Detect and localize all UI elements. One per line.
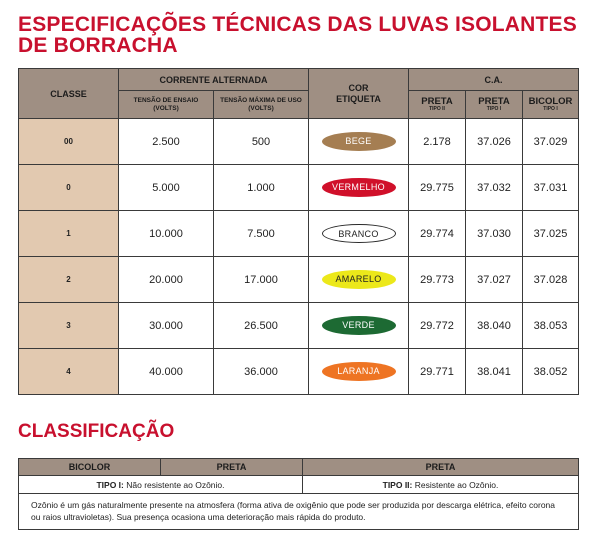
cell-bicolor: 37.025 (523, 211, 579, 257)
cell-etiqueta (309, 211, 409, 257)
table-row (19, 165, 579, 211)
cell-classe: 1 (19, 211, 119, 257)
specifications-table (18, 68, 579, 395)
cell-preta-tipo-ii: 29.775 (409, 165, 466, 211)
label-badge-bege: BEGE (322, 132, 396, 151)
tipo-i-label: TIPO I: (96, 479, 124, 490)
cell-etiqueta (309, 257, 409, 303)
cell-preta-tipo-i: 37.027 (466, 257, 523, 303)
cell-preta-tipo-i: 38.041 (466, 349, 523, 395)
cell-tensao-maxima: 1.000 (214, 165, 309, 211)
header-cor-etiqueta-text: COR ETIQUETA (336, 82, 381, 104)
page-title: ESPECIFICAÇÕES TÉCNICAS DAS LUVAS ISOLANTES DE BORRACHA (18, 13, 577, 57)
cell-etiqueta (309, 165, 409, 211)
cell-classe: 4 (19, 349, 119, 395)
cell-classe: 0 (19, 165, 119, 211)
cell-preta-tipo-ii: 29.774 (409, 211, 466, 257)
cell-bicolor: 38.053 (523, 303, 579, 349)
cell-preta-tipo-i: 37.032 (466, 165, 523, 211)
cell-etiqueta (309, 119, 409, 165)
cell-preta-tipo-i: 38.040 (466, 303, 523, 349)
cell-tensao-maxima: 26.500 (214, 303, 309, 349)
cell-bicolor: 37.031 (523, 165, 579, 211)
header-bicolor-tipo-i (523, 91, 579, 119)
cell-etiqueta (309, 349, 409, 395)
label-badge-amarelo: AMARELO (322, 270, 396, 289)
cell-tensao-maxima: 17.000 (214, 257, 309, 303)
header-preta-tipo-i (466, 91, 523, 119)
cell-tensao-ensaio: 30.000 (119, 303, 214, 349)
cell-tensao-ensaio: 10.000 (119, 211, 214, 257)
cell-classe: 00 (19, 119, 119, 165)
cell-tensao-maxima: 500 (214, 119, 309, 165)
cell-tensao-ensaio: 20.000 (119, 257, 214, 303)
cell-preta-tipo-ii: 29.771 (409, 349, 466, 395)
classification-table (18, 458, 579, 530)
header-preta-tipo-ii (409, 91, 466, 119)
cell-tensao-ensaio: 40.000 (119, 349, 214, 395)
table-row (19, 303, 579, 349)
tipo-ii-label: TIPO II: (382, 479, 413, 490)
header-preta-tipo-i: PRETA (161, 459, 303, 476)
tipo-i-text: Não resistente ao Ozônio. (123, 479, 225, 490)
cell-bicolor: 38.052 (523, 349, 579, 395)
cell-tensao-ensaio: 5.000 (119, 165, 214, 211)
header-corrente-alternada: CORRENTE ALTERNADA (119, 69, 309, 91)
table-row (19, 349, 579, 395)
label-badge-vermelho: VERMELHO (322, 178, 396, 197)
cell-tensao-ensaio: 2.500 (119, 119, 214, 165)
cell-bicolor: 37.028 (523, 257, 579, 303)
table-row (19, 257, 579, 303)
header-tensao-ensaio: TENSÃO DE ENSAIO (VOLTS) (119, 91, 214, 119)
tipo-i-description (19, 476, 303, 494)
cell-preta-tipo-i: 37.030 (466, 211, 523, 257)
cell-preta-tipo-ii: 2.178 (409, 119, 466, 165)
header-tipo-i: TIPO I (486, 106, 502, 112)
header-bicolor-label: BICOLOR (528, 96, 573, 107)
header-tipo-ii: TIPO II (429, 106, 445, 112)
header-tipo-i: TIPO I (543, 106, 558, 112)
cell-tensao-maxima: 36.000 (214, 349, 309, 395)
cell-bicolor: 37.029 (523, 119, 579, 165)
cell-preta-tipo-i: 37.026 (466, 119, 523, 165)
header-preta-tipo-ii: PRETA (303, 459, 579, 476)
ozone-note: Ozônio é um gás naturalmente presente na atmosfera (forma ativa de oxigênio que pode ser produzida por descarga elétrica, efeito corona ou raios ultravioletas). Sua presença ocasiona uma deterioração mais rápida do produto. (19, 494, 579, 530)
cell-etiqueta (309, 303, 409, 349)
header-bicolor: BICOLOR (19, 459, 161, 476)
header-preta-label: PRETA (478, 96, 510, 107)
cell-tensao-maxima: 7.500 (214, 211, 309, 257)
label-badge-laranja: LARANJA (322, 362, 396, 381)
table-row (19, 119, 579, 165)
cell-classe: 3 (19, 303, 119, 349)
header-cor-etiqueta (309, 69, 409, 119)
cell-preta-tipo-ii: 29.772 (409, 303, 466, 349)
label-badge-branco: BRANCO (322, 224, 396, 243)
header-tensao-maxima: TENSÃO MÁXIMA DE USO (VOLTS) (214, 91, 309, 119)
header-classe: CLASSE (19, 69, 119, 119)
header-preta-label: PRETA (421, 96, 453, 107)
tipo-ii-description (303, 476, 579, 494)
header-ca: C.A. (409, 69, 579, 91)
cell-preta-tipo-ii: 29.773 (409, 257, 466, 303)
section-title-classificacao: CLASSIFICAÇÃO (18, 421, 175, 442)
tipo-ii-text: Resistente ao Ozônio. (412, 479, 499, 490)
cell-classe: 2 (19, 257, 119, 303)
table-row (19, 211, 579, 257)
label-badge-verde: VERDE (322, 316, 396, 335)
